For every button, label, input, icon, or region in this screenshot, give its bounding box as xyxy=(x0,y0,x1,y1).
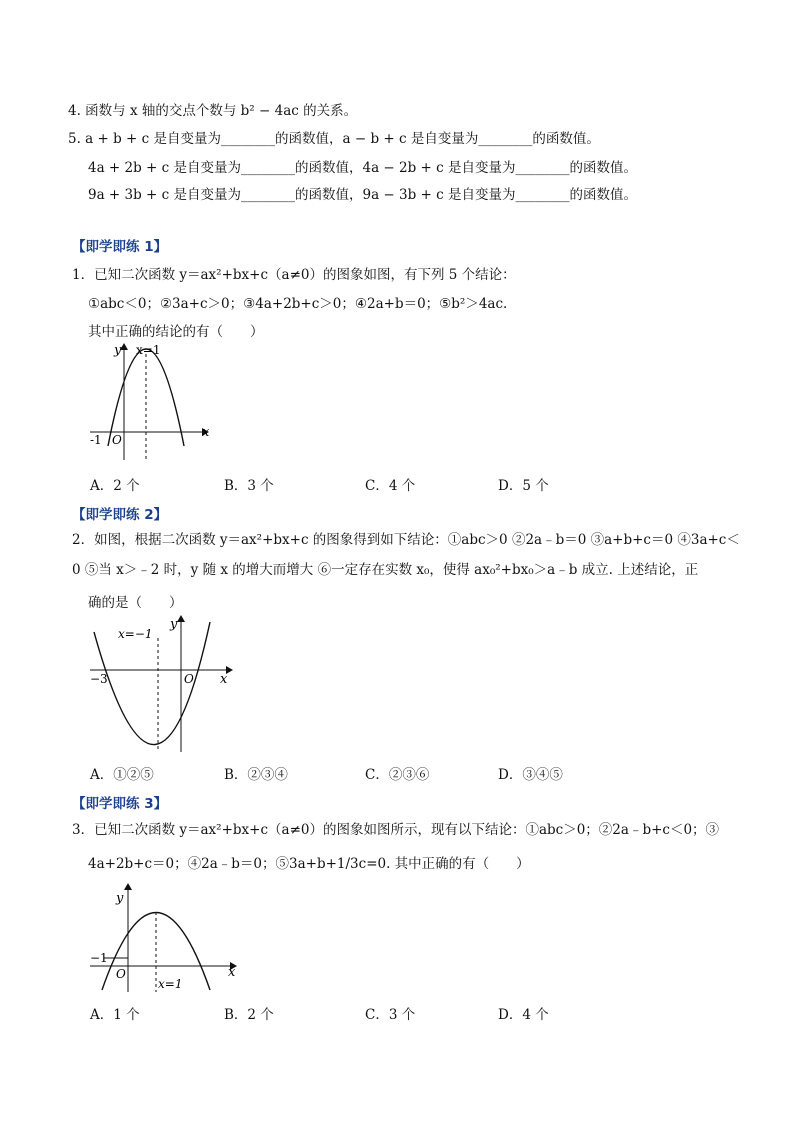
review-item-5-line-3: 9a + 3b + c 是自变量为________的函数值，9a − 3b + c 是自变量为________的函数值。 xyxy=(88,187,638,203)
practice-2-header: 【即学即练 2】 xyxy=(72,507,168,523)
practice-1-choice-b[interactable]: B．3 个 xyxy=(224,478,274,494)
y-axis-label: y xyxy=(170,617,178,632)
practice-3-choice-c[interactable]: C．3 个 xyxy=(365,1007,416,1023)
practice-2-choice-b[interactable]: B．②③④ xyxy=(224,767,288,783)
practice-3-choice-a[interactable]: A．1 个 xyxy=(90,1007,140,1023)
practice-3-choice-b[interactable]: B．2 个 xyxy=(224,1007,274,1023)
practice-1-stem-line-3: 其中正确的结论的有（ ） xyxy=(88,324,264,340)
review-item-5-line-1: 5. a + b + c 是自变量为________的函数值，a − b + c 是自变量为________的函数值。 xyxy=(68,131,600,147)
practice-3-graph xyxy=(86,880,246,998)
practice-3-choice-d[interactable]: D．4 个 xyxy=(498,1007,549,1023)
practice-1-stem-line-1: 1．已知二次函数 y＝ax²+bx+c（a≠0）的图象如图，有下列 5 个结论： xyxy=(72,267,516,283)
practice-2-choice-c[interactable]: C．②③⑥ xyxy=(365,767,430,783)
origin-label: O xyxy=(112,433,122,447)
practice-2-choice-d[interactable]: D．③④⑤ xyxy=(498,767,563,783)
x-axis-label: x xyxy=(220,672,228,687)
review-item-5-line-2: 4a + 2b + c 是自变量为________的函数值，4a − 2b + c 是自变量为________的函数值。 xyxy=(88,160,638,176)
x-axis-label: x xyxy=(202,425,210,440)
origin-label: O xyxy=(116,967,126,981)
practice-3-stem-line-1: 3．已知二次函数 y＝ax²+bx+c（a≠0）的图象如图所示，现有以下结论：①abc＞0；②2a﹣b+c＜0；③ xyxy=(72,822,720,838)
practice-3-header: 【即学即练 3】 xyxy=(72,796,168,812)
x-axis-label: x xyxy=(228,965,236,980)
practice-1-stem-line-2: ①abc＜0；②3a+c＞0；③4a+2b+c＞0；④2a+b＝0；⑤b²＞4ac. xyxy=(88,296,508,312)
practice-1-graph xyxy=(80,340,230,465)
practice-1-choice-d[interactable]: D．5 个 xyxy=(498,478,549,494)
practice-2-graph xyxy=(86,612,246,754)
practice-1-choice-c[interactable]: C．4 个 xyxy=(365,478,416,494)
practice-2-choice-a[interactable]: A．①②⑤ xyxy=(90,767,154,783)
origin-label: O xyxy=(184,672,194,686)
symmetry-line-label: x=1 xyxy=(158,977,183,991)
practice-2-stem-line-2: 0 ⑤当 x＞﹣2 时，y 随 x 的增大而增大 ⑥一定存在实数 x₀，使得 ax₀²+bx₀＞a﹣b 成立. 上述结论，正 xyxy=(72,562,699,578)
tick-left-label: -1 xyxy=(90,433,102,447)
tick-left-label: −1 xyxy=(90,951,108,965)
symmetry-line-label: x=1 xyxy=(136,343,161,357)
review-item-4: 4. 函数与 x 轴的交点个数与 b² − 4ac 的关系。 xyxy=(68,103,358,119)
y-axis-label: y xyxy=(114,343,122,358)
practice-2-stem-line-1: 2．如图，根据二次函数 y＝ax²+bx+c 的图象得到如下结论：①abc＞0 ②2a﹣b＝0 ③a+b+c＝0 ④3a+c＜ xyxy=(72,532,740,548)
practice-3-stem-line-2: 4a+2b+c＝0；④2a﹣b＝0；⑤3a+b+1/3c=0. 其中正确的有（ ） xyxy=(88,856,530,872)
tick-left-label: −3 xyxy=(90,672,108,686)
y-axis-label: y xyxy=(116,891,124,906)
practice-1-header: 【即学即练 1】 xyxy=(72,239,168,255)
practice-1-choice-a[interactable]: A．2 个 xyxy=(90,478,140,494)
practice-2-stem-line-3: 确的是（ ） xyxy=(88,595,183,611)
symmetry-line-label: x=−1 xyxy=(118,627,153,641)
